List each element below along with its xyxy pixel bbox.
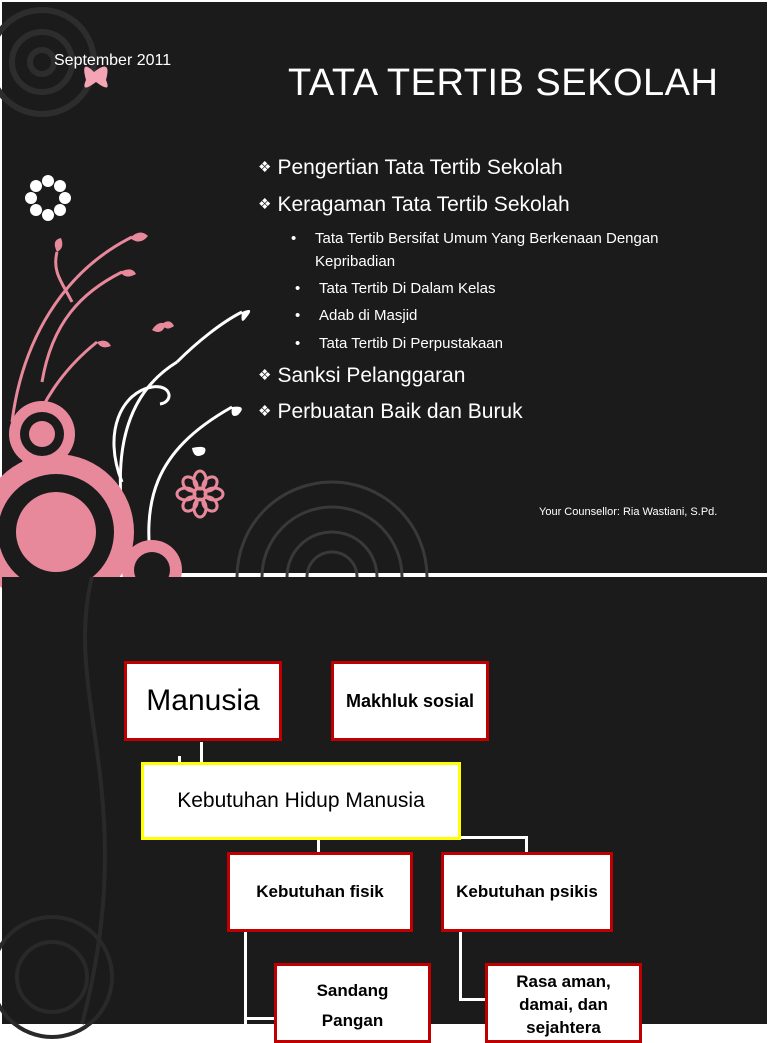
sub-bullet-item: • Tata Tertib Bersifat Umum Yang Berkenaan Dengan Kepribadian bbox=[315, 227, 735, 273]
connector-line bbox=[244, 931, 247, 1024]
box-manusia: Manusia bbox=[124, 661, 282, 741]
slide-2 bbox=[2, 577, 767, 1037]
slide-1 bbox=[2, 2, 767, 573]
slide-date: September 2011 bbox=[54, 52, 172, 69]
slide-title: TATA TERTIB SEKOLAH bbox=[288, 62, 719, 104]
bullet-item: ❖ Pengertian Tata Tertib Sekolah bbox=[258, 156, 563, 179]
dot-bullet-icon: • bbox=[291, 230, 297, 247]
box-kebutuhan-fisik: Kebutuhan fisik bbox=[227, 852, 413, 932]
box-kebutuhan-psikis: Kebutuhan psikis bbox=[441, 852, 613, 932]
sandang-label: Sandang bbox=[316, 981, 389, 1000]
bullet-item: ❖ Keragaman Tata Tertib Sekolah bbox=[258, 193, 570, 216]
box-kebutuhan-hidup: Kebutuhan Hidup Manusia bbox=[141, 762, 461, 840]
mandala-decoration bbox=[227, 472, 437, 573]
sub-bullet-item: • Adab di Masjid bbox=[319, 304, 417, 327]
box-makhluk-sosial: Makhluk sosial bbox=[331, 661, 489, 741]
diamond-bullet-icon: ❖ bbox=[258, 196, 272, 213]
pangan-label: Pangan bbox=[321, 1011, 384, 1030]
counsellor-credit: Your Counsellor: Ria Wastiani, S.Pd. bbox=[539, 506, 718, 518]
connector-line bbox=[525, 836, 528, 853]
connector-line bbox=[458, 836, 528, 839]
bullet-item: ❖ Sanksi Pelanggaran bbox=[258, 364, 466, 387]
bullet-item: ❖ Perbuatan Baik dan Buruk bbox=[258, 400, 523, 423]
box-rasa-aman: Rasa aman, damai, dan sejahtera bbox=[485, 963, 642, 1043]
dot-bullet-icon: • bbox=[295, 307, 301, 324]
sub-bullet-item: • Tata Tertib Di Dalam Kelas bbox=[319, 277, 495, 300]
connector-line bbox=[200, 742, 203, 764]
box-sandang-pangan bbox=[274, 963, 431, 1043]
dot-bullet-icon: • bbox=[295, 280, 301, 297]
diamond-bullet-icon: ❖ bbox=[258, 159, 272, 176]
connector-line bbox=[244, 1017, 276, 1020]
floral-decoration bbox=[2, 2, 262, 573]
connector-line bbox=[459, 931, 462, 1001]
dot-bullet-icon: • bbox=[295, 335, 301, 352]
sub-bullet-item: • Tata Tertib Di Perpustakaan bbox=[319, 332, 503, 355]
connector-line bbox=[459, 998, 487, 1001]
diamond-bullet-icon: ❖ bbox=[258, 367, 272, 384]
diamond-bullet-icon: ❖ bbox=[258, 403, 272, 420]
